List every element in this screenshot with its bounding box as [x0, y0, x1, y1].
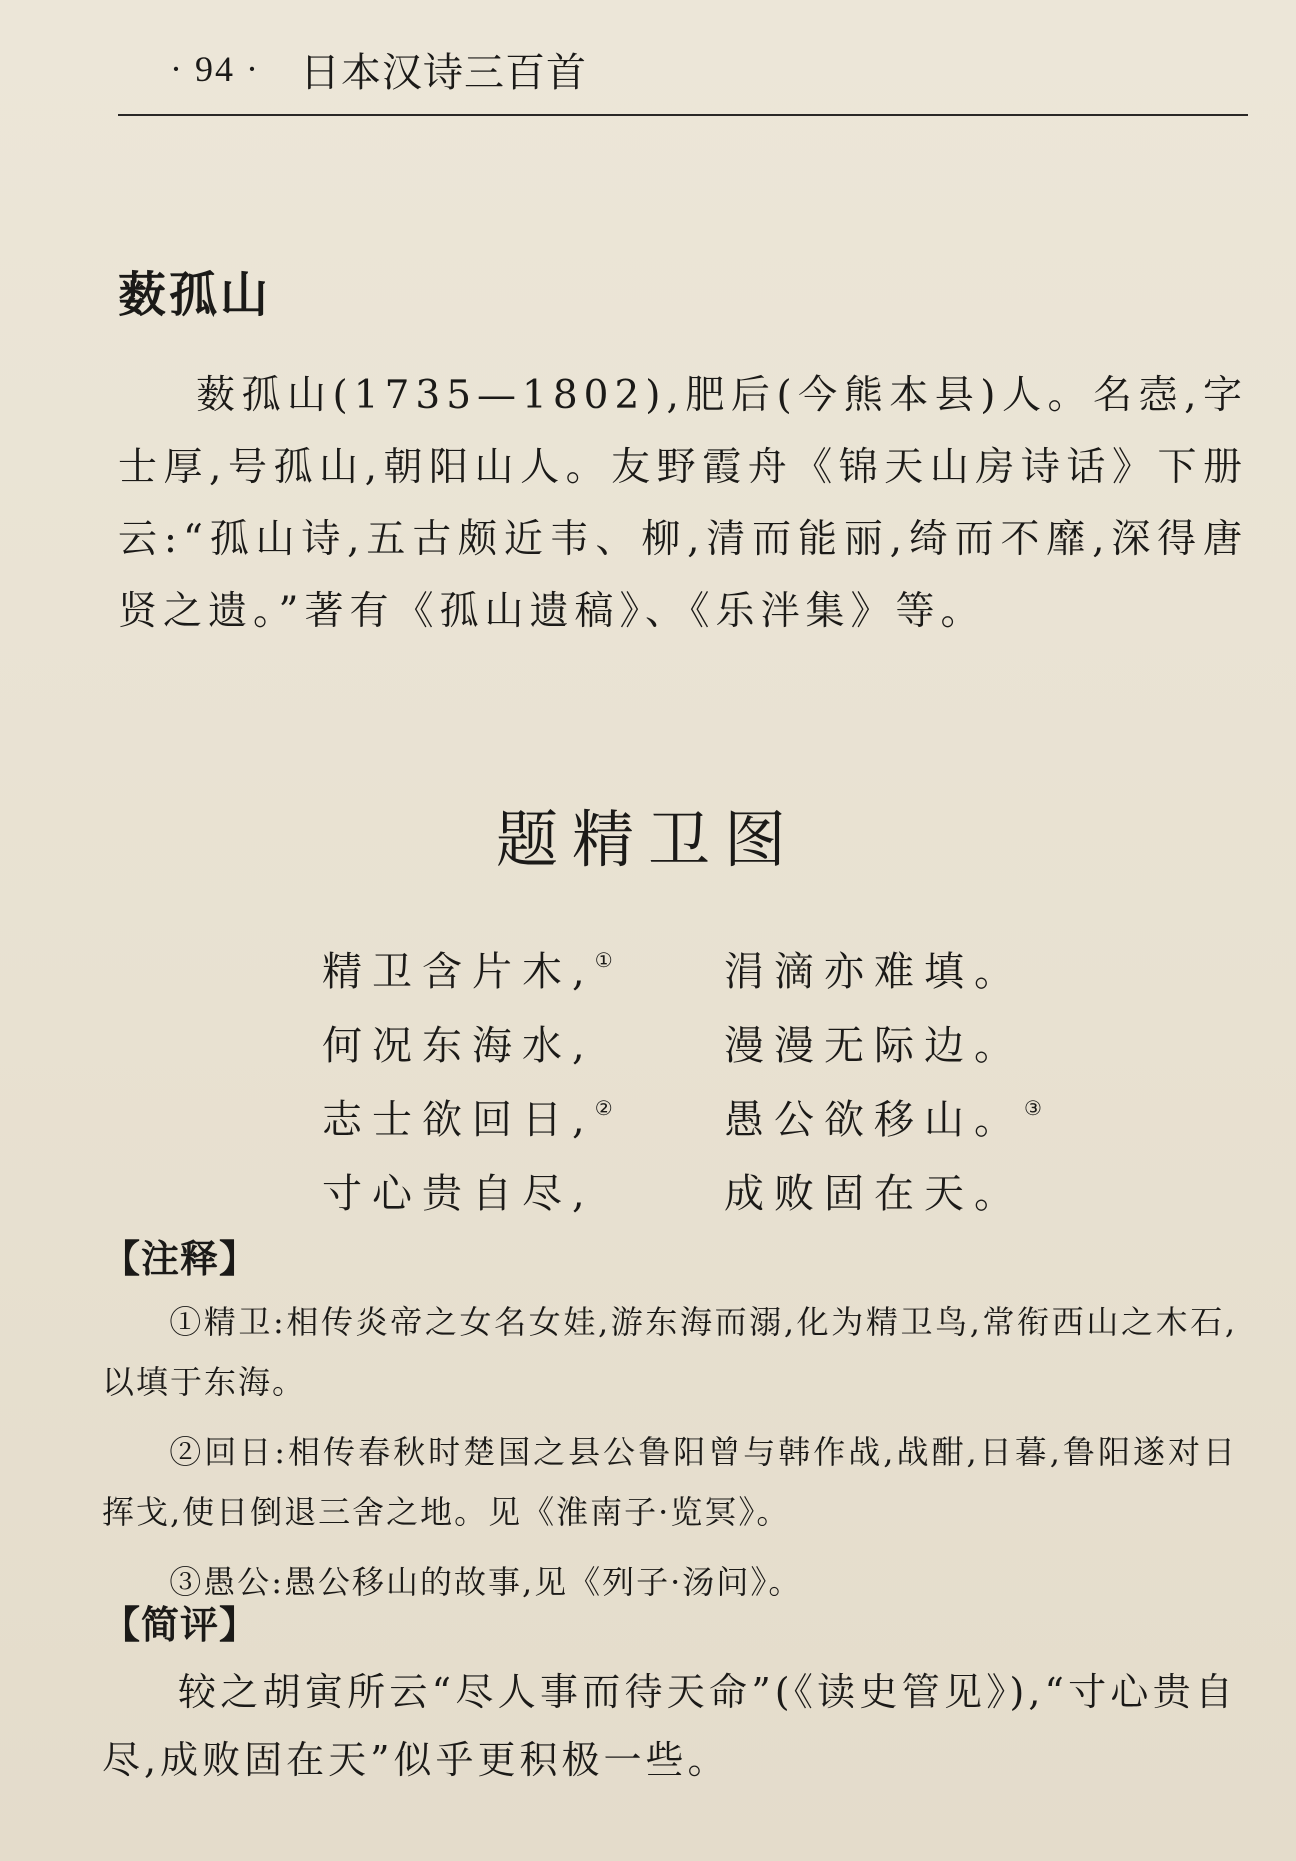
footnote-marker: ③ — [1024, 1096, 1042, 1120]
poem-half-line: 精卫含片木,① — [322, 948, 613, 995]
note-item: ①精卫:相传炎帝之女名女娃,游东海而溺,化为精卫鸟,常衔西山之木石,以填于东海。 — [102, 1303, 1237, 1401]
author-name: 薮孤山 — [118, 267, 272, 323]
comment-body — [102, 1658, 1237, 1794]
comment-heading: 【简评】 — [102, 1602, 259, 1647]
notes-heading: 【注释】 — [102, 1236, 259, 1281]
author-bio-text: 薮孤山(1735—1802),肥后(今熊本县)人。名悫,字士厚,号孤山,朝阳山人。友野霞舟《锦天山房诗话》下册云:“孤山诗,五古颇近韦、柳,清而能丽,绮而不靡,深得唐贤之遗。”著有《孤山遗稿》、《乐泮集》等。 — [118, 373, 1248, 634]
poem-half-line: 志士欲回日,② — [322, 1096, 613, 1143]
poem-title: 题精卫图 — [495, 807, 800, 875]
poem-line — [322, 1162, 1126, 1236]
note-item: ③愚公:愚公移山的故事,见《列子·汤问》。 — [169, 1563, 803, 1601]
footnote-marker: ② — [594, 1096, 613, 1120]
poem-half-line: 何况东海水, — [322, 1023, 595, 1069]
page-header — [170, 44, 587, 94]
footnote-marker: ① — [594, 948, 613, 972]
author-bio — [118, 360, 1248, 648]
poem-half-line: 寸心贵自尽, — [322, 1171, 595, 1217]
book-title: 日本汉诗三百首 — [299, 49, 587, 96]
poem-line — [322, 1088, 1126, 1162]
header-rule — [118, 114, 1248, 116]
notes-list — [102, 1292, 1237, 1622]
note-item: ②回日:相传春秋时楚国之县公鲁阳曾与韩作战,战酣,日暮,鲁阳遂对日挥戈,使日倒退三舍之地。见《淮南子·览冥》。 — [102, 1433, 1237, 1531]
poem-line — [322, 940, 1126, 1014]
poem-half-line: 愚公欲移山。③ — [724, 1096, 1042, 1143]
page-number: · 94 · — [170, 49, 260, 89]
poem-half-line: 漫漫无际边。 — [724, 1023, 1024, 1069]
poem-line — [322, 1014, 1126, 1088]
poem-body — [322, 940, 1126, 1236]
poem-half-line: 成败固在天。 — [724, 1171, 1024, 1217]
poem-half-line: 涓滴亦难填。 — [724, 949, 1024, 995]
comment-text: 较之胡寅所云“尽人事而待天命”(《读史管见》),“寸心贵自尽,成败固在天”似乎更积极一些。 — [102, 1670, 1237, 1782]
